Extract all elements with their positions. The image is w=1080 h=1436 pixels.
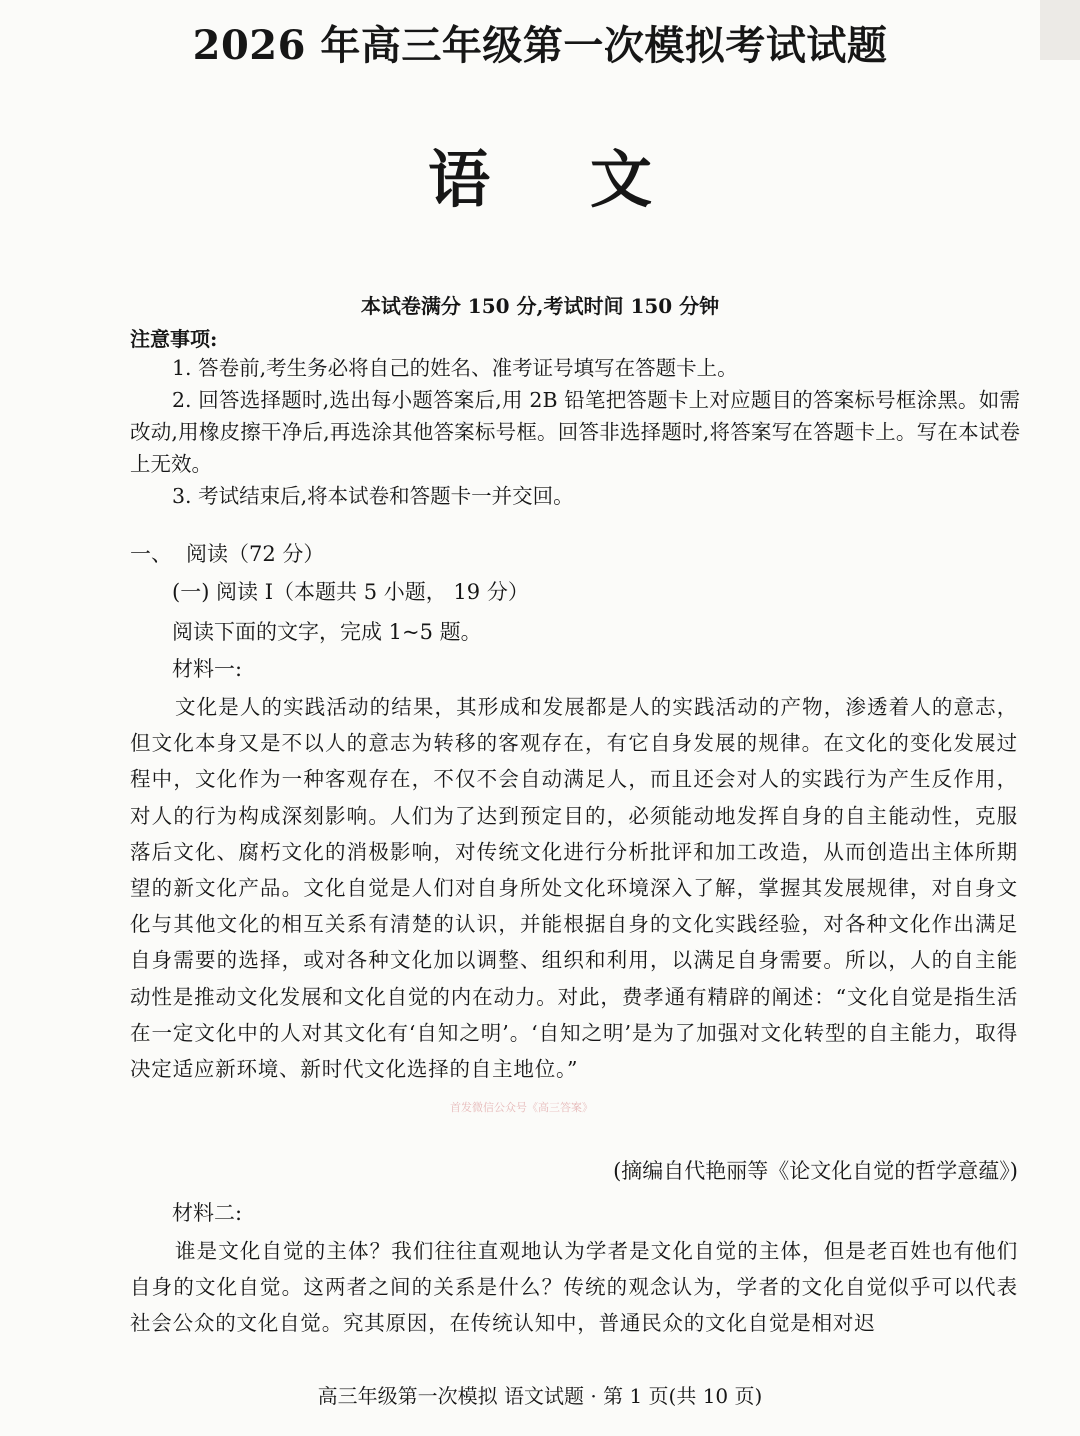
exam-title: 2026 年高三年级第一次模拟考试试题	[192, 22, 888, 69]
exam-info: 本试卷满分 150 分,考试时间 150 分钟	[360, 294, 720, 318]
section-title: 阅读（72 分）	[186, 542, 325, 566]
notice-list	[130, 352, 1020, 512]
page-footer: 高三年级第一次模拟 语文试题 · 第 1 页(共 10 页)	[317, 1384, 763, 1408]
material2-label: 材料二:	[172, 1201, 243, 1225]
notice-item: 3. 考试结束后,将本试卷和答题卡一并交回。	[172, 484, 574, 508]
reading-instruction: 阅读下面的文字，完成 1~5 题。	[172, 620, 482, 644]
notice-heading: 注意事项:	[130, 327, 218, 351]
material1-text: 文化是人的实践活动的结果，其形成和发展都是人的实践活动的产物，渗透着人的意志，但文化本身又是不以人的意志为转移的客观存在，有它自身发展的规律。在文化的变化发展过程中，文化作为一种客观存在，不仅不会自动满足人，而且还会对人的实践行为产生反作用，对人的行为构成深刻影响。人们为了达到预定目的，必须能动地发挥自身的自主能动性，克服落后文化、腐朽文化的消极影响，对传统文化进行分析批评和加工改造，从而创造出主体所期望的新文化产品。文化自觉是人们对自身所处文化环境深入了解，掌握其发展规律，对自身文化与其他文化的相互关系有清楚的认识，并能根据自身的文化实践经验，对各种文化作出满足自身需要的选择，或对各种文化加以调整、组织和利用，以满足自身需要。所以，人的自主能动性是推动文化发展和文化自觉的内在动力。对此，费孝通有精辟的阐述：“文化自觉是指生活在一定文化中的人对其文化有‘自知之明’。‘自知之明’是为了加强对文化转型的自主能力，取得决定适应新环境、新时代文化选择的自主地位。”	[130, 695, 1018, 1082]
notice-item: 1. 答卷前,考生务必将自己的姓名、准考证号填写在答题卡上。	[172, 356, 738, 380]
material1-source: (摘编自代艳丽等《论文化自觉的哲学意蕴》)	[613, 1159, 1018, 1183]
section-number: 一、	[130, 542, 172, 566]
subject-title: 语文	[427, 143, 752, 216]
watermark: 首发微信公众号《高三答案》	[450, 1101, 593, 1114]
notice-item: 2. 回答选择题时,选出每小题答案后,用 2B 铅笔把答题卡上对应题目的答案标号框涂黑。如需改动,用橡皮擦干净后,再选涂其他答案标号框。回答非选择题时,将答案写在答题卡上。写在本试卷上无效。	[130, 388, 1020, 476]
material2-text: 谁是文化自觉的主体？我们往往直观地认为学者是文化自觉的主体，但是老百姓也有他们自身的文化自觉。这两者之间的关系是什么？传统的观念认为，学者的文化自觉似乎可以代表社会公众的文化自觉。究其原因，在传统认知中，普通民众的文化自觉是相对迟	[130, 1239, 1018, 1336]
subsection-heading: (一) 阅读 I（本题共 5 小题， 19 分）	[172, 580, 529, 604]
section-heading	[130, 538, 324, 568]
material1-label: 材料一:	[172, 657, 243, 681]
